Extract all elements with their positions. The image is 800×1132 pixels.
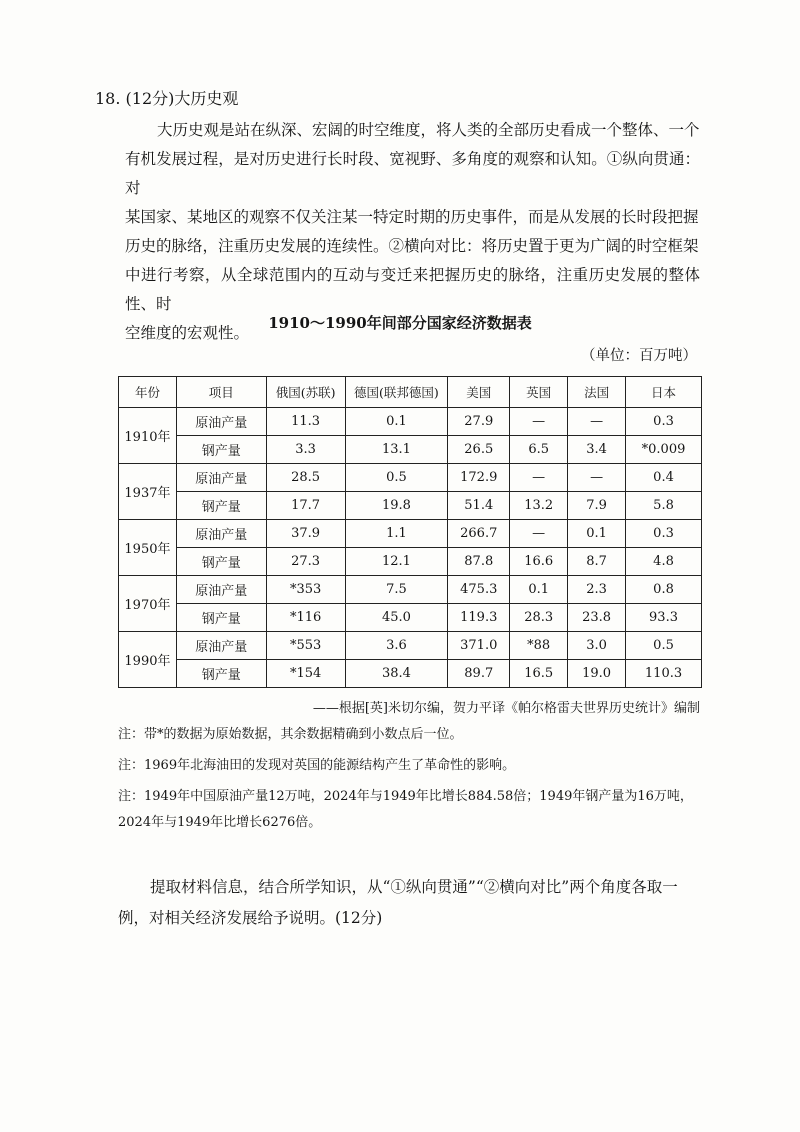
value-cell: 0.3 <box>626 408 702 436</box>
header-uk: 英国 <box>510 377 568 408</box>
value-cell: 475.3 <box>448 576 510 604</box>
table-header-row <box>119 377 702 408</box>
value-cell: *154 <box>266 660 345 688</box>
value-cell: 110.3 <box>626 660 702 688</box>
value-cell: 87.8 <box>448 548 510 576</box>
header-france: 法国 <box>568 377 626 408</box>
note: 2024年与1949年比增长6276倍。 <box>118 815 322 830</box>
year-cell: 1990年 <box>119 632 177 688</box>
value-cell: 93.3 <box>626 604 702 632</box>
item-cell: 原油产量 <box>176 464 266 492</box>
value-cell: 0.1 <box>568 520 626 548</box>
economic-data-table <box>118 376 702 688</box>
value-cell: *353 <box>266 576 345 604</box>
value-cell: 89.7 <box>448 660 510 688</box>
value-cell: 0.3 <box>626 520 702 548</box>
value-cell: 8.7 <box>568 548 626 576</box>
table-row <box>119 492 702 520</box>
year-cell: 1970年 <box>119 576 177 632</box>
value-cell: 0.5 <box>345 464 448 492</box>
prompt-line: 例，对相关经济发展给予说明。(12分) <box>118 909 383 927</box>
value-cell: 2.3 <box>568 576 626 604</box>
value-cell: *88 <box>510 632 568 660</box>
value-cell: 11.3 <box>266 408 345 436</box>
value-cell: 38.4 <box>345 660 448 688</box>
value-cell: 1.1 <box>345 520 448 548</box>
value-cell: 0.5 <box>626 632 702 660</box>
header-japan: 日本 <box>626 377 702 408</box>
question-header: 18. (12分)大历史观 <box>95 89 239 108</box>
header-germany: 德国(联邦德国) <box>345 377 448 408</box>
value-cell: 3.3 <box>266 436 345 464</box>
note: 注：1949年中国原油产量12万吨，2024年与1949年比增长884.58倍；1949年钢产量为16万吨， <box>118 789 693 804</box>
year-cell: 1910年 <box>119 408 177 464</box>
value-cell: 0.8 <box>626 576 702 604</box>
year-cell: 1937年 <box>119 464 177 520</box>
value-cell: 45.0 <box>345 604 448 632</box>
header-year: 年份 <box>119 377 177 408</box>
value-cell: 0.4 <box>626 464 702 492</box>
header-russia: 俄国(苏联) <box>266 377 345 408</box>
item-cell: 原油产量 <box>176 576 266 604</box>
intro-line: 大历史观是站在纵深、宏阔的时空维度，将人类的全部历史看成一个整体、一个 <box>157 121 700 139</box>
value-cell: 3.4 <box>568 436 626 464</box>
value-cell: 17.7 <box>266 492 345 520</box>
table-row <box>119 520 702 548</box>
value-cell: *116 <box>266 604 345 632</box>
value-cell: — <box>510 408 568 436</box>
value-cell: 26.5 <box>448 436 510 464</box>
value-cell: 371.0 <box>448 632 510 660</box>
table-title: 1910～1990年间部分国家经济数据表 <box>268 314 532 332</box>
value-cell: 12.1 <box>345 548 448 576</box>
value-cell: 3.0 <box>568 632 626 660</box>
header-usa: 美国 <box>448 377 510 408</box>
prompt-line: 提取材料信息，结合所学知识，从“①纵向贯通”“②横向对比”两个角度各取一 <box>150 878 678 896</box>
question-prompt <box>118 872 704 934</box>
item-cell: 钢产量 <box>176 604 266 632</box>
value-cell: 6.5 <box>510 436 568 464</box>
table-row <box>119 632 702 660</box>
value-cell: 19.0 <box>568 660 626 688</box>
table-row <box>119 604 702 632</box>
value-cell: 28.3 <box>510 604 568 632</box>
table-row <box>119 464 702 492</box>
table-source: ——根据[英]米切尔编，贺力平译《帕尔格雷夫世界历史统计》编制 <box>312 701 700 716</box>
table-row <box>119 660 702 688</box>
value-cell: 7.9 <box>568 492 626 520</box>
value-cell: 51.4 <box>448 492 510 520</box>
item-cell: 钢产量 <box>176 660 266 688</box>
value-cell: 7.5 <box>345 576 448 604</box>
value-cell: 266.7 <box>448 520 510 548</box>
value-cell: *553 <box>266 632 345 660</box>
table-row <box>119 576 702 604</box>
year-cell: 1950年 <box>119 520 177 576</box>
value-cell: 19.8 <box>345 492 448 520</box>
value-cell: 4.8 <box>626 548 702 576</box>
intro-line: 空维度的宏观性。 <box>125 324 250 342</box>
value-cell: 23.8 <box>568 604 626 632</box>
note: 注：1969年北海油田的发现对英国的能源结构产生了革命性的影响。 <box>118 758 516 773</box>
item-cell: 原油产量 <box>176 520 266 548</box>
value-cell: 27.9 <box>448 408 510 436</box>
value-cell: — <box>568 408 626 436</box>
value-cell: — <box>510 464 568 492</box>
value-cell: 0.1 <box>345 408 448 436</box>
item-cell: 钢产量 <box>176 548 266 576</box>
table-row <box>119 408 702 436</box>
value-cell: 3.6 <box>345 632 448 660</box>
item-cell: 原油产量 <box>176 408 266 436</box>
value-cell: 13.1 <box>345 436 448 464</box>
value-cell: 27.3 <box>266 548 345 576</box>
table-row <box>119 436 702 464</box>
item-cell: 原油产量 <box>176 632 266 660</box>
header-item: 项目 <box>176 377 266 408</box>
value-cell: *0.009 <box>626 436 702 464</box>
value-cell: — <box>568 464 626 492</box>
value-cell: 13.2 <box>510 492 568 520</box>
value-cell: 0.1 <box>510 576 568 604</box>
value-cell: — <box>510 520 568 548</box>
value-cell: 16.5 <box>510 660 568 688</box>
intro-line: 中进行考察，从全球范围内的互动与变迁来把握历史的脉络，注重历史发展的整体性、时 <box>125 266 700 313</box>
value-cell: 37.9 <box>266 520 345 548</box>
note: 注：带*的数据为原始数据，其余数据精确到小数点后一位。 <box>118 727 463 742</box>
intro-line: 有机发展过程，是对历史进行长时段、宽视野、多角度的观察和认知。①纵向贯通：对 <box>125 150 700 197</box>
table-unit: （单位：百万吨） <box>581 348 697 364</box>
value-cell: 119.3 <box>448 604 510 632</box>
value-cell: 16.6 <box>510 548 568 576</box>
value-cell: 5.8 <box>626 492 702 520</box>
value-cell: 28.5 <box>266 464 345 492</box>
table-row <box>119 548 702 576</box>
intro-line: 某国家、某地区的观察不仅关注某一特定时期的历史事件，而是从发展的长时段把握 <box>125 208 699 226</box>
intro-line: 历史的脉络，注重历史发展的连续性。②横向对比：将历史置于更为广阔的时空框架 <box>125 237 699 255</box>
item-cell: 钢产量 <box>176 436 266 464</box>
value-cell: 172.9 <box>448 464 510 492</box>
item-cell: 钢产量 <box>176 492 266 520</box>
